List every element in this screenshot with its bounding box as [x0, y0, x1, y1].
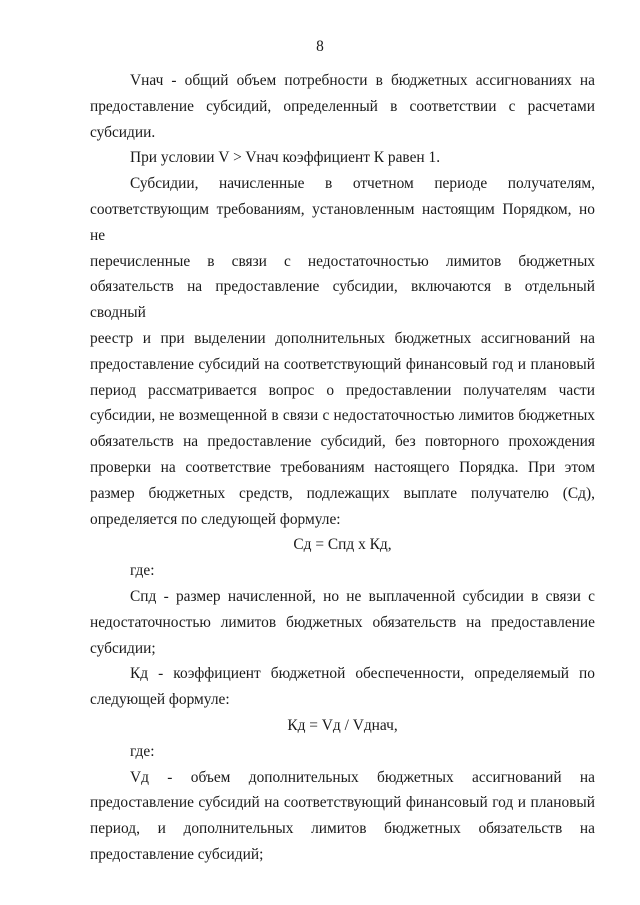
- text-line: Субсидии, начисленные в отчетном периоде получателям,: [130, 175, 595, 193]
- text-line: субсидии, не возмещенной в связи с недостаточностью лимитов бюджетных: [90, 407, 595, 425]
- text-line: Спд - размер начисленной, но не выплаченной субсидии в связи с: [130, 587, 595, 605]
- text-line: Кд - коэффициент бюджетной обеспеченности, определяемый по: [130, 665, 595, 683]
- text-line: субсидии;: [90, 639, 156, 657]
- formula-line: Сд = Спд х Кд,: [293, 536, 392, 554]
- text-line: предоставление субсидий на соответствующий финансовый год и плановый: [90, 794, 595, 812]
- text-line: где:: [130, 742, 155, 760]
- text-line: Vнач - общий объем потребности в бюджетных ассигнованиях на: [130, 72, 595, 89]
- formula-line: Кд = Vд / Vднач,: [287, 716, 398, 734]
- text-line: период, и дополнительных лимитов бюджетных обязательств на: [90, 820, 595, 838]
- text-line: реестр и при выделении дополнительных бюджетных ассигнований на: [90, 329, 595, 347]
- text-line: соответствующим требованиям, установленным настоящим Порядком, но не: [90, 200, 595, 244]
- text-line: обязательств на предоставление субсидий, без повторного прохождения: [90, 433, 595, 451]
- text-line: период рассматривается вопрос о предоставлении получателям части: [90, 381, 595, 399]
- text-line: следующей формуле:: [90, 691, 230, 709]
- text-line: определяется по следующей формуле:: [90, 510, 341, 528]
- document-body: [90, 68, 595, 868]
- text-line: Vд - объем дополнительных бюджетных ассигнований на: [130, 768, 595, 786]
- text-line: предоставление субсидий, определенный в соответствии с расчетами: [90, 97, 595, 115]
- text-line: проверки на соответствие требованиям настоящего Порядка. При этом: [90, 458, 595, 476]
- text-line: размер бюджетных средств, подлежащих выплате получателю (Сд),: [90, 484, 595, 502]
- text-line: При условии V > Vнач коэффициент К равен 1.: [130, 149, 441, 167]
- text-line: предоставление субсидий на соответствующий финансовый год и плановый: [90, 355, 595, 373]
- text-line: субсидии.: [90, 123, 156, 141]
- text-line: перечисленные в связи с недостаточностью лимитов бюджетных: [90, 252, 595, 270]
- text-line: где:: [130, 562, 155, 580]
- text-line: предоставление субсидий;: [90, 845, 264, 863]
- text-line: недостаточностью лимитов бюджетных обязательств на предоставление: [90, 613, 595, 631]
- page-number: 8: [316, 38, 324, 55]
- text-line: обязательств на предоставление субсидии, включаются в отдельный сводный: [90, 278, 595, 322]
